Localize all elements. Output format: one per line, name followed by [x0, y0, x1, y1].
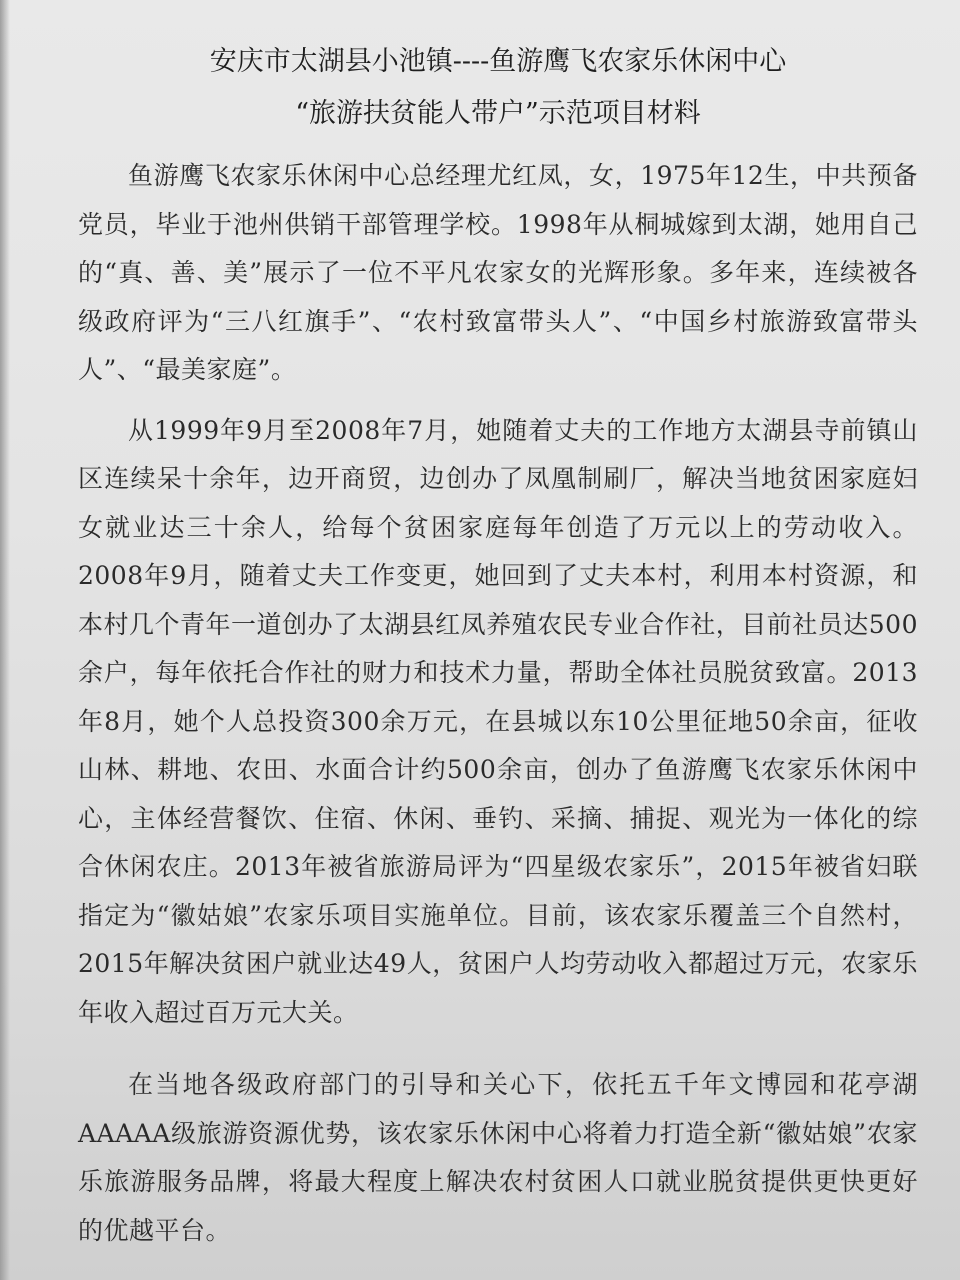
paragraph-2: 从1999年9月至2008年7月，她随着丈夫的工作地方太湖县寺前镇山区连续呆十余年，边开商贸，边创办了凤凰制刷厂，解决当地贫困家庭妇女就业达三十余人，给每个贫困家庭每年创造了万元以上的劳动收入。2008年9月，随着丈夫工作变更，她回到了丈夫本村，利用本村资源，和本村几个青年一道创办了太湖县红凤养殖农民专业合作社，目前社员达500余户，每年依托合作社的财力和技术力量，帮助全体社员脱贫致富。2013年8月，她个人总投资300余万元，在县城以东10公里征地50余亩，征收山林、耕地、农田、水面合计约500余亩，创办了鱼游鹰飞农家乐休闲中心，主体经营餐饮、住宿、休闲、垂钓、采摘、捕捉、观光为一体化的综合休闲农庄。2013年被省旅游局评为“四星级农家乐”，2015年被省妇联指定为“徽姑娘”农家乐项目实施单位。目前，该农家乐覆盖三个自然村，2015年解决贫困户就业达49人，贫困户人均劳动收入都超过万元，农家乐年收入超过百万元大关。	[78, 415, 918, 1027]
document-title-line1: 安庆市太湖县小池镇----鱼游鹰飞农家乐休闲中心	[209, 46, 787, 77]
document-title-line2: “旅游扶贫能人带户”示范项目材料	[295, 98, 701, 129]
document-body	[78, 40, 918, 1255]
paragraph-3: 在当地各级政府部门的引导和关心下，依托五千年文博园和花亭湖AAAAA级旅游资源优势，该农家乐休闲中心将着力打造全新“徽姑娘”农家乐旅游服务品牌，将最大程度上解决农村贫困人口就业脱贫提供更快更好的优越平台。	[78, 1070, 918, 1245]
paragraph-1: 鱼游鹰飞农家乐休闲中心总经理尤红凤，女，1975年12生，中共预备党员，毕业于池州供销干部管理学校。1998年从桐城嫁到太湖，她用自己的“真、善、美”展示了一位不平凡农家女的光辉形象。多年来，连续被各级政府评为“三八红旗手”、“农村致富带头人”、“中国乡村旅游致富带头人”、“最美家庭”。	[78, 161, 918, 384]
page-edge-shadow	[0, 0, 10, 1280]
